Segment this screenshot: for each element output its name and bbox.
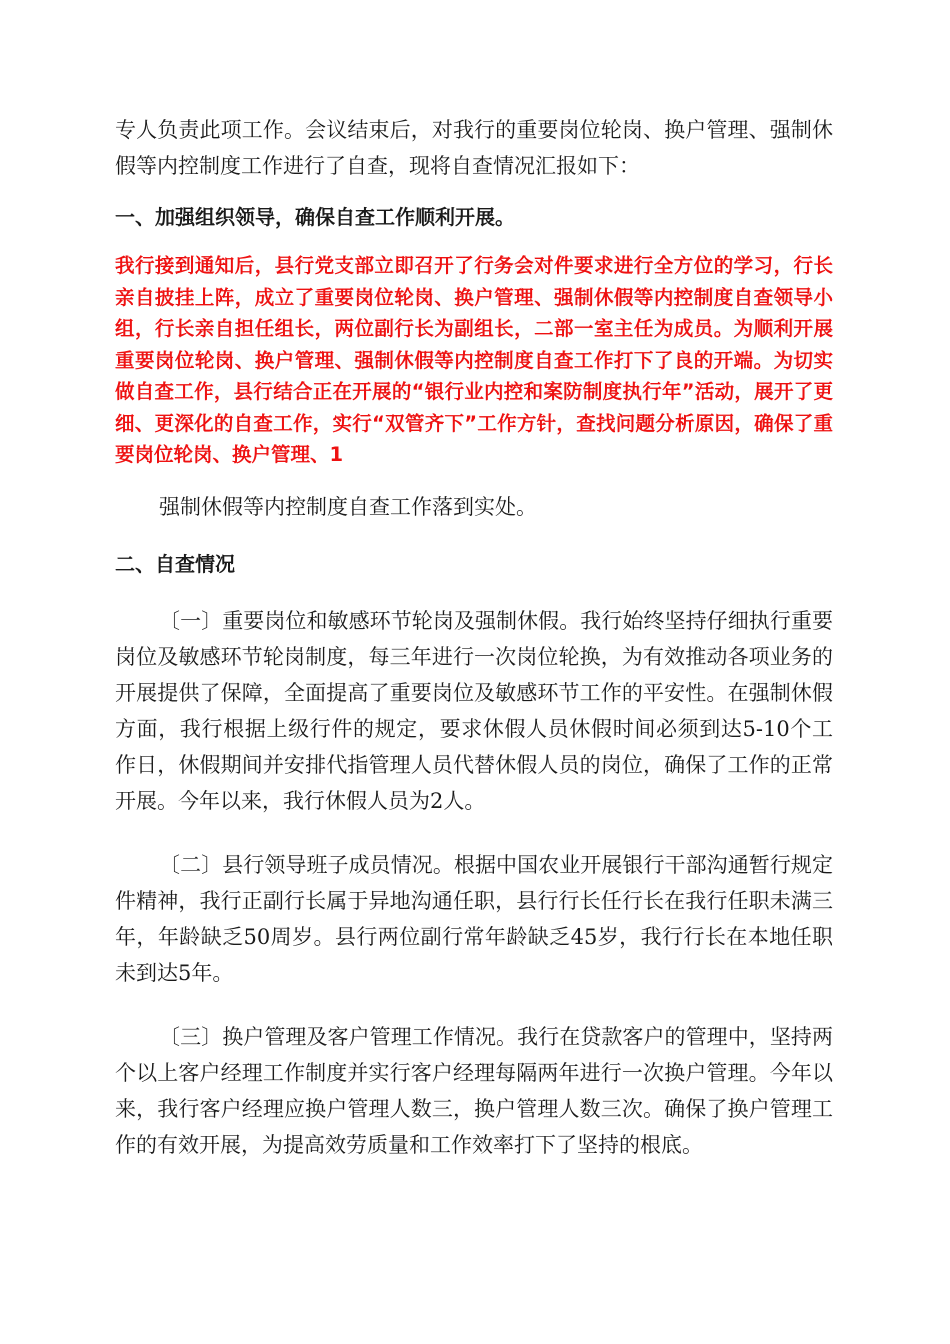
section-1-highlighted-paragraph: 我行接到通知后，县行党支部立即召开了行务会对件要求进行全方位的学习，行长亲自披挂上阵，成立了重要岗位轮岗、换户管理、强制休假等内控制度自查领导小组，行长亲自担任组长，两位副行长为副组长，二部一室主任为成员。为顺利开展重要岗位轮岗、换户管理、强制休假等内控制度自查工作打下了良的开端。为切实做自查工作，县行结合正在开展的“银行业内控和案防制度执行年”活动，展开了更细、更深化的自查工作，实行“双管齐下”工作方针，查找问题分析原因，确保了重要岗位轮岗、换户管理、1 xyxy=(115,254,833,466)
item-1-paragraph: 〔一〕重要岗位和敏感环节轮岗及强制休假。我行始终坚持仔细执行重要岗位及敏感环节轮岗制度，每三年进行一次岗位轮换，为有效推动各项业务的开展提供了保障，全面提高了重要岗位及敏感环节工作的平安性。在强制休假方面，我行根据上级行件的规定，要求休假人员休假时间必须到达5-10个工作日，休假期间并安排代指管理人员代替休假人员的岗位，确保了工作的正常开展。今年以来，我行休假人员为2人。 xyxy=(115,608,833,813)
section-1-heading: 一、加强组织领导，确保自查工作顺利开展。 xyxy=(115,205,515,229)
intro-paragraph: 专人负责此项工作。会议结束后，对我行的重要岗位轮岗、换户管理、强制休假等内控制度工作进行了自查，现将自查情况汇报如下： xyxy=(115,118,833,178)
item-3-paragraph: 〔三〕换户管理及客户管理工作情况。我行在贷款客户的管理中，坚持两个以上客户经理工作制度并实行客户经理每隔两年进行一次换户管理。今年以来，我行客户经理应换户管理人数三，换户管理人数三次。确保了换户管理工作的有效开展，为提高效劳质量和工作效率打下了坚持的根底。 xyxy=(115,1024,833,1157)
section-2-heading: 二、自查情况 xyxy=(115,551,235,576)
item-2-paragraph: 〔二〕县行领导班子成员情况。根据中国农业开展银行干部沟通暂行规定件精神，我行正副行长属于异地沟通任职，县行行长任行长在我行任职未满三年，年龄缺乏50周岁。县行两位副行常年龄缺乏45岁，我行行长在本地任职未到达5年。 xyxy=(115,852,833,985)
section-1-tail-paragraph: 强制休假等内控制度自查工作落到实处。 xyxy=(159,494,537,519)
document-page xyxy=(115,112,833,1163)
